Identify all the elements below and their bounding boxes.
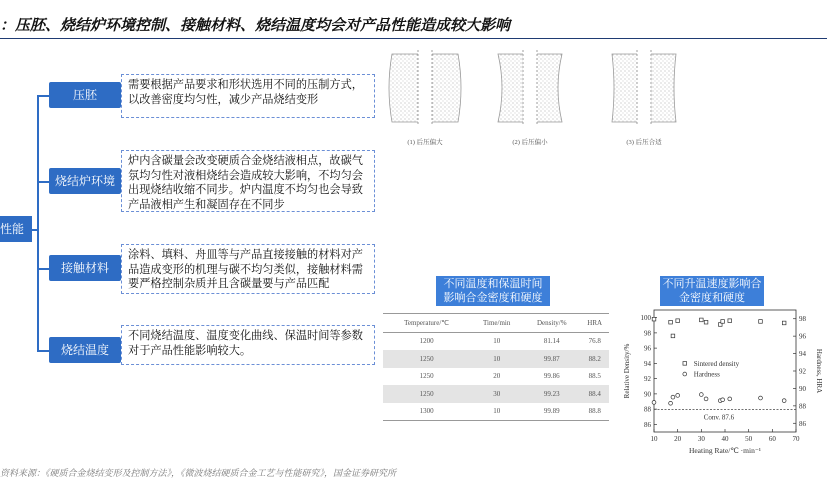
y-left-tick-label: 94 [644, 359, 651, 368]
y-right-tick-label: 92 [799, 367, 806, 376]
chart-heading: 不同升温速度影响合 金密度和硬度 [660, 276, 764, 306]
table-row [383, 350, 609, 368]
density-point [700, 318, 704, 322]
table-header-cell: HRA [580, 314, 609, 333]
press-shape-proper [612, 50, 676, 126]
table-row [383, 368, 609, 386]
y-right-tick-label: 94 [799, 350, 806, 359]
hardness-point [669, 401, 673, 405]
table-cell: 1250 [419, 372, 434, 381]
density-point [669, 320, 673, 324]
x-tick-label: 20 [674, 435, 682, 443]
table-cell: 1200 [419, 337, 434, 346]
table-cell: 99.89 [523, 403, 580, 421]
legend-hardness-marker [683, 372, 687, 376]
y-left-tick-label: 86 [644, 420, 651, 429]
table-cell: 99.23 [523, 385, 580, 403]
y-right-axis-label: Hardness, HRA [815, 348, 823, 394]
category-furnace-environment: 烧结炉环境 [49, 168, 121, 194]
table-row [383, 332, 609, 350]
root-node: 性能 [0, 216, 32, 242]
y-right-tick-label: 96 [799, 332, 806, 341]
hardness-point [782, 399, 786, 403]
category-sintering-temperature: 烧结温度 [49, 337, 121, 363]
x-tick-label: 70 [792, 435, 800, 443]
category-contact-material: 接触材料 [49, 255, 121, 281]
y-right-tick-label: 86 [799, 419, 806, 428]
hardness-point [652, 400, 656, 404]
hardness-point [759, 396, 763, 400]
density-point [759, 320, 763, 324]
page-title: ：压胚、烧结炉环境控制、接触材料、烧结温度均会对产品性能造成较大影响 [0, 16, 511, 34]
table-cell: 1300 [383, 403, 470, 421]
table-cell: 30 [470, 385, 523, 403]
legend-density-marker [683, 362, 687, 366]
table-cell: 81.14 [543, 337, 560, 346]
y-right-tick-label: 90 [799, 384, 806, 393]
hardness-point [704, 397, 708, 401]
table-cell: 88.8 [580, 403, 609, 421]
density-point [652, 317, 656, 321]
table-cell: 20 [493, 372, 501, 381]
table-header-cell: Time/min [470, 314, 523, 333]
table-cell: 76.8 [588, 337, 601, 346]
title-divider [0, 38, 827, 39]
y-left-tick-label: 96 [644, 344, 651, 353]
y-left-tick-label: 100 [640, 314, 651, 323]
y-left-tick-label: 90 [644, 390, 651, 399]
table-cell: 1250 [383, 350, 470, 368]
table-header-cell: Temperature/℃ [383, 314, 470, 333]
table-cell: 99.87 [523, 350, 580, 368]
desc-sintering-temperature: 不同烧结温度、温度变化曲线、保温时间等参数对于产品性能影响较大。 [121, 325, 375, 365]
category-pressing: 压胚 [49, 82, 121, 108]
y-right-tick-label: 88 [799, 402, 806, 411]
table-row [383, 403, 609, 421]
branch-connector [37, 181, 49, 183]
table-cell: 88.4 [580, 385, 609, 403]
table-header-row [383, 314, 609, 333]
press-shape-undersized [498, 50, 562, 126]
branch-connector [37, 268, 49, 270]
table-cell: 10 [493, 337, 501, 346]
branch-connector [37, 350, 49, 352]
table-cell: 1250 [383, 385, 470, 403]
press-caption-3: (3) 后压合适 [626, 139, 662, 146]
density-point [728, 319, 732, 323]
x-tick-label: 50 [745, 435, 753, 443]
table-row [383, 385, 609, 403]
heating-rate-chart [612, 306, 824, 462]
table-cell: 88.2 [580, 350, 609, 368]
hardness-point [699, 393, 703, 397]
source-footnote: 资料来源：《硬质合金烧结变形及控制方法》，《微波烧结硬质合金工艺与性能研究》，国金证券研究所 [0, 468, 397, 478]
table-cell: 10 [470, 403, 523, 421]
table-header-cell: Density/% [523, 314, 580, 333]
sintering-parameters-table [383, 313, 609, 421]
density-point [704, 320, 708, 324]
reference-annotation: Conv. 87.6 [703, 413, 735, 422]
legend-density-label: Sintered density [693, 359, 740, 368]
table-cell: 88.5 [588, 372, 601, 381]
y-left-tick-label: 88 [644, 405, 651, 414]
hardness-point [721, 398, 725, 402]
x-tick-label: 60 [768, 435, 776, 443]
desc-furnace-environment: 炉内含碳量会改变硬质合金烧结液相点，故碳气氛均匀性对液相烧结会造成较大影响，不均匀会出现烧结收缩不同步。炉内温度不均匀也会导致产品液相产生和凝固存在不同步 [121, 150, 375, 212]
press-caption-2: (2) 后压偏小 [512, 139, 548, 146]
density-point [721, 320, 725, 324]
x-tick-label: 30 [697, 435, 705, 443]
branch-connector [37, 95, 49, 97]
x-tick-label: 40 [721, 435, 729, 443]
press-shapes-figure [384, 46, 704, 152]
table-heading: 不同温度和保温时间 影响合金密度和硬度 [436, 276, 550, 306]
table-cell: 10 [470, 350, 523, 368]
y-left-tick-label: 98 [644, 329, 651, 338]
hardness-point [728, 397, 732, 401]
press-shape-oversized [389, 50, 461, 126]
vertical-connector [37, 95, 39, 352]
x-axis-label: Heating Rate/℃ ·min⁻¹ [688, 446, 762, 455]
press-caption-1: (1) 后压偏大 [407, 139, 443, 146]
density-point [782, 321, 786, 325]
desc-pressing: 需要根据产品要求和形状选用不同的压制方式，以改善密度均匀性，减少产品烧结变形 [121, 74, 375, 118]
density-point [671, 334, 675, 338]
x-tick-label: 10 [650, 435, 658, 443]
y-left-axis-label: Relative Density/% [623, 343, 631, 399]
desc-contact-material: 涂料、填料、舟皿等与产品直接接触的材料对产品造成变形的机理与碳不均匀类似，接触材料需要严格控制杂质并且含碳量要与产品匹配 [121, 244, 375, 294]
table-cell: 99.86 [543, 372, 560, 381]
legend-hardness-label: Hardness [693, 370, 720, 379]
hardness-point [676, 394, 680, 398]
density-point [676, 319, 680, 323]
y-left-tick-label: 92 [644, 375, 651, 384]
y-right-tick-label: 98 [799, 315, 806, 324]
hardness-point [671, 395, 675, 399]
